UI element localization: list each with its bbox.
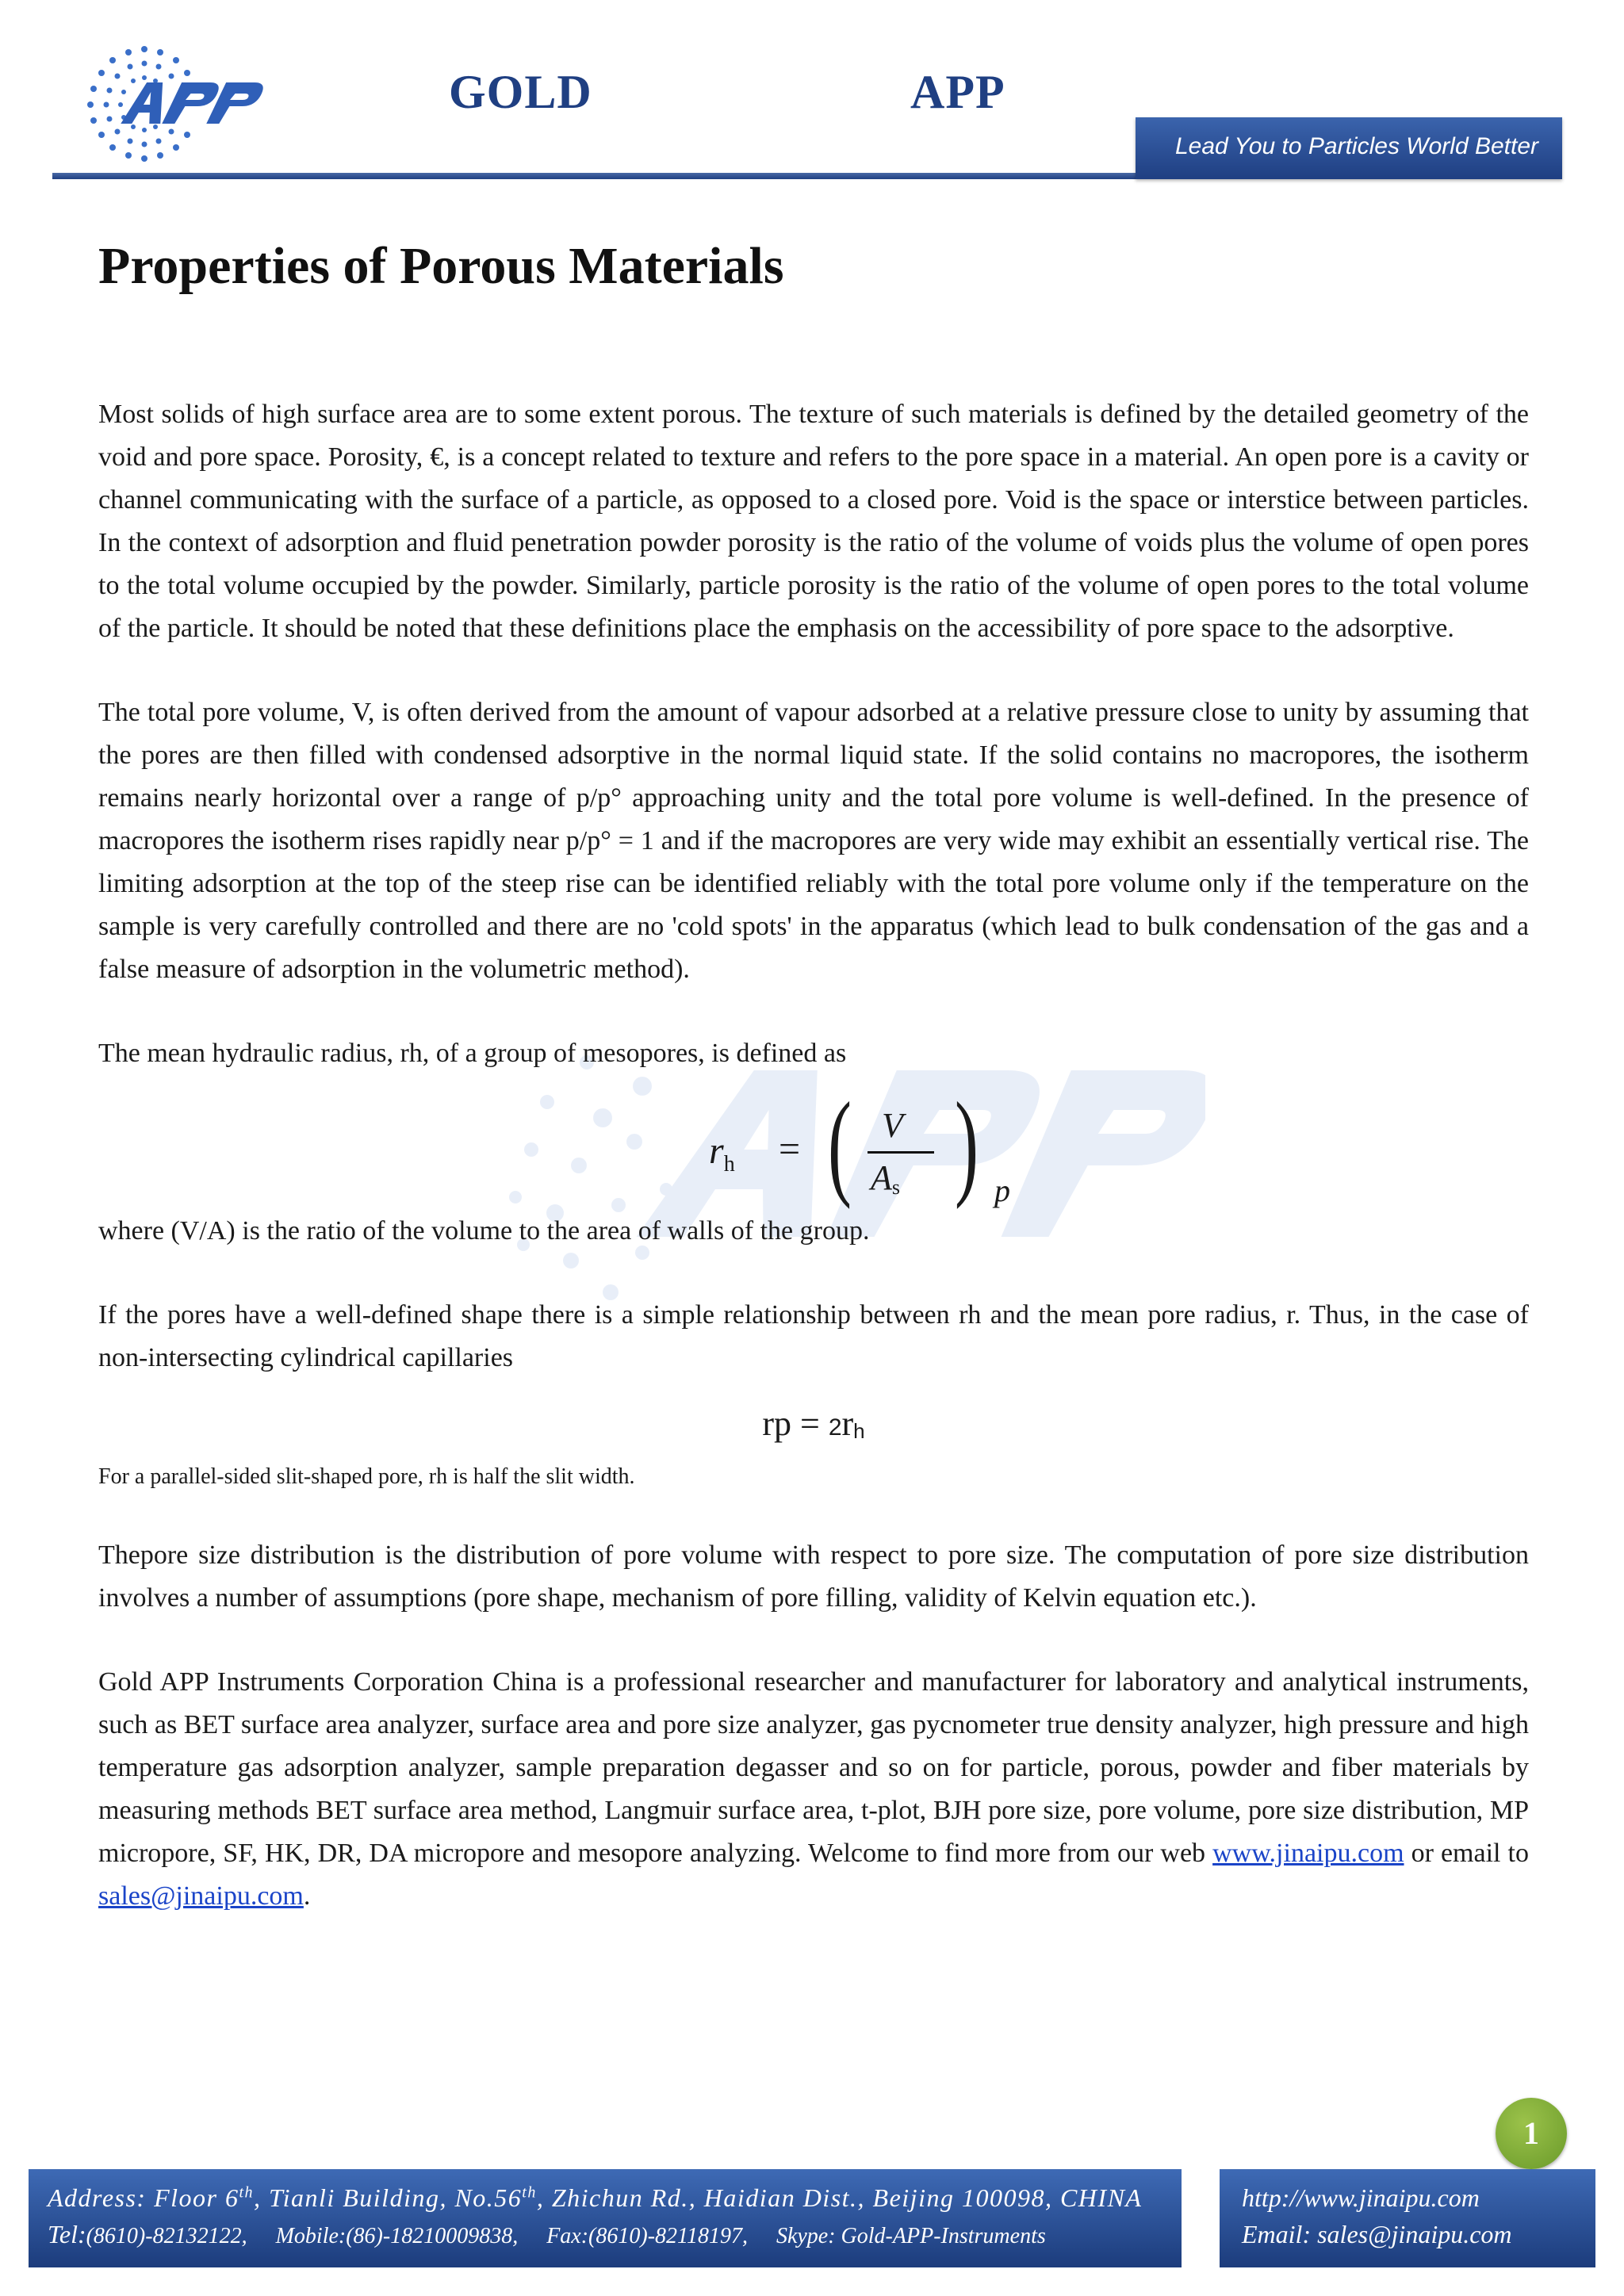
formula-hydraulic-radius — [98, 1075, 1529, 1210]
formula-paren-right: ) — [954, 1078, 979, 1210]
page-number-badge: 1 — [1496, 2098, 1567, 2169]
page-title: Properties of Porous Materials — [98, 237, 784, 295]
paragraph-hydraulic-radius: The mean hydraulic radius, rh, of a group of mesopores, is defined as — [98, 1039, 847, 1068]
footer-contact — [29, 2169, 1182, 2267]
app-logo-icon — [73, 36, 271, 171]
paragraph-va-ratio: where (V/A) is the ratio of the volume to the area of walls of the group. — [98, 1216, 870, 1246]
paragraph-pore-shape: If the pores have a well-defined shape there is a simple relationship between rh and the mean pore radius, r. Thus, in the case of non-intersecting cylindrical capillaries — [98, 1300, 1529, 1372]
footer-phones: Tel:(8610)-82132122, Mobile:(86)-18210009838, Fax:(8610)-82118197, Skype: Gold-APP-Instruments — [48, 2220, 1046, 2248]
brand-gold: GOLD — [449, 66, 592, 118]
footer-address: Address: Floor 6th, Tianli Building, No.56th, Zhichun Rd., Haidian Dist., Beijing 100098, CHINA — [48, 2183, 1143, 2212]
footer-website[interactable]: http://www.jinaipu.com — [1242, 2183, 1480, 2212]
formula-fraction-bar — [868, 1151, 934, 1154]
paragraph-pore-volume: The total pore volume, V, is often derived from the amount of vapour adsorbed at a relative pressure close to unity by assuming that the pores are then filled with condensed adsorptive in the normal liquid state. If the solid contains no macropores, the isotherm remains nearly horizontal over a range of p/p° approaching unity and the total pore volume is well-defined. In the presence of macropores the isotherm rises rapidly near p/p° = 1 and if the macropores are very wide may exhibit an essentially vertical rise. The limiting adsorption at the top of the steep rise can be identified reliably with the total pore volume only if the temperature on the sample is very carefully controlled and there are no 'cold spots' in the apparatus (which lead to bulk condensation of the gas and a false measure of adsorption in the volumetric method). — [98, 698, 1529, 984]
website-link[interactable]: www.jinaipu.com — [1212, 1839, 1404, 1868]
document-body — [98, 393, 1529, 1959]
formula-paren-left: ( — [827, 1078, 852, 1210]
tagline: Lead You to Particles World Better — [1174, 133, 1538, 159]
footer-web — [1220, 2169, 1595, 2267]
email-link[interactable]: sales@jinaipu.com — [98, 1881, 304, 1911]
paragraph-company: Gold APP Instruments Corporation China is a professional researcher and manufacturer for laboratory and analytical instruments, such as BET surface area analyzer, surface area and pore size analyzer, gas pycnometer true density analyzer, high pressure and high temperature gas adsorption analyzer, sample preparation degasser and so on for particle, porous, powder and fiber materials by measuring methods BET surface area method, Langmuir surface area, t-plot, BJH pore size, pore volume, pore size distribution, MP micropore, SF, HK, DR, DA micropore and mesopore analyzing. Welcome to find more from our web www.jinaipu.com or email to sales@jinaipu.com. — [98, 1667, 1529, 1911]
formula-numerator: V — [882, 1106, 903, 1145]
brand-app: APP — [910, 66, 1005, 118]
paragraph-porosity: Most solids of high surface area are to some extent porous. The texture of such materials is defined by the detailed geometry of the void and pore space. Porosity, €, is a concept related to texture and refers to the pore space in a material. An open pore is a cavity or channel communicating with the surface of a particle, as opposed to a closed pore. Void is the space or interstice between particles. In the context of adsorption and fluid penetration powder porosity is the ratio of the volume of voids plus the volume of open pores to the total volume occupied by the powder. Similarly, particle porosity is the ratio of the volume of open pores to the total volume of the particle. It should be noted that these definitions place the emphasis on the accessibility of pore space to the adsorptive. — [98, 400, 1529, 643]
formula-equals: = — [779, 1128, 801, 1170]
formula-lhs: $r_h$ — [709, 1130, 735, 1177]
formula-outer-sub: p — [994, 1173, 1010, 1208]
page-header — [0, 0, 1624, 190]
tagline-banner — [1136, 117, 1562, 179]
formula-rp: rp = 2rh — [762, 1404, 865, 1443]
formula-denominator: As — [871, 1158, 901, 1199]
paragraph-pore-size-distribution: Thepore size distribution is the distribution of pore volume with respect to pore size. The computation of pore size distribution involves a number of assumptions (pore shape, mechanism of pore filling, validity of Kelvin equation etc.). — [98, 1540, 1529, 1613]
paragraph-slit-pore: For a parallel-sided slit-shaped pore, rh is half the slit width. — [98, 1464, 635, 1489]
footer-email[interactable]: Email: sales@jinaipu.com — [1242, 2220, 1512, 2248]
